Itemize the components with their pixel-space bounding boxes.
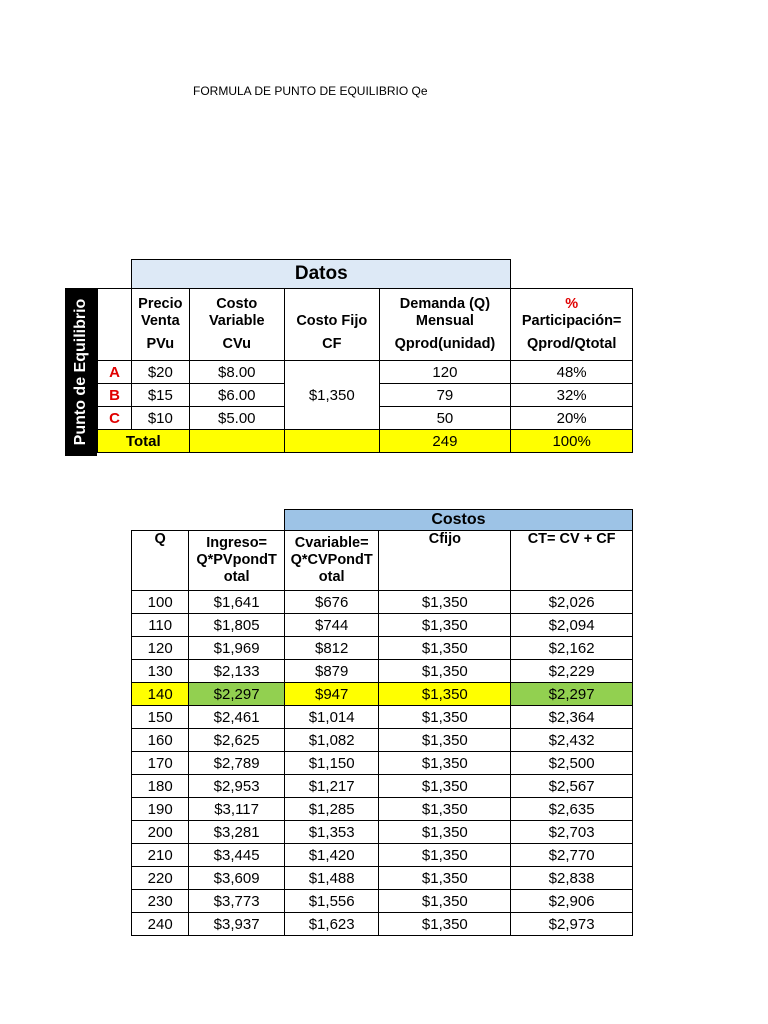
table-cell: 220 [132,867,189,890]
col-header-cfijo: Cfijo [379,531,511,591]
table-cell: $1,641 [189,591,285,614]
table-cell: $1,150 [284,752,379,775]
costos-table [131,509,633,936]
table-cell: 120 [132,637,189,660]
table-cell: 100 [132,591,189,614]
table-cell: 180 [132,775,189,798]
table-cell: $2,906 [511,890,633,913]
table-cell: $1,350 [379,660,511,683]
costos-header: Costos [284,510,632,531]
table-cell: 110 [132,614,189,637]
table-cell: 210 [132,844,189,867]
table-cell: $1,350 [379,798,511,821]
table-row [132,660,633,683]
table-cell: $1,350 [379,775,511,798]
table-row: A $20 $8.00 $1,350 120 48% [98,361,633,384]
table-cell: $2,133 [189,660,285,683]
total-row [98,430,633,453]
table-row [132,867,633,890]
table-cell: $1,350 [379,614,511,637]
table-cell: $2,703 [511,821,633,844]
table-cell: $1,350 [379,867,511,890]
page-title: FORMULA DE PUNTO DE EQUILIBRIO Qe [193,84,428,98]
table-cell: $2,770 [511,844,633,867]
table-row [132,614,633,637]
table-cell: $2,635 [511,798,633,821]
col-header-ingreso: Ingreso= Q*PVpondT otal [189,531,285,591]
datos-header: Datos [132,260,511,289]
col-header-q: Q [132,531,189,591]
table-cell: $1,350 [379,683,511,706]
table-cell: $3,773 [189,890,285,913]
table-cell: $3,445 [189,844,285,867]
table-row [132,637,633,660]
table-cell: $2,789 [189,752,285,775]
table-row [132,729,633,752]
table-cell: $2,432 [511,729,633,752]
table-cell: $2,026 [511,591,633,614]
table-row [132,844,633,867]
table-cell: $1,969 [189,637,285,660]
table-row [132,775,633,798]
table-row [132,706,633,729]
datos-table [97,259,633,453]
table-row [132,683,633,706]
table-cell: $744 [284,614,379,637]
table-row: C $10 $5.00 50 20% [98,407,633,430]
table-row [132,591,633,614]
table-cell: $3,609 [189,867,285,890]
table-row: B $15 $6.00 79 32% [98,384,633,407]
table-cell: $1,353 [284,821,379,844]
table-cell: $1,350 [379,729,511,752]
table-cell: $1,350 [379,844,511,867]
table-cell: $812 [284,637,379,660]
table-row [132,821,633,844]
table-cell: $1,350 [379,591,511,614]
table-cell: 190 [132,798,189,821]
total-q: 249 [379,430,511,453]
table-cell: $2,838 [511,867,633,890]
table-cell: $1,014 [284,706,379,729]
table-cell: $1,217 [284,775,379,798]
col-header-participacion: % Participación= Qprod/Qtotal [511,289,633,361]
table-cell: $2,973 [511,913,633,936]
table-cell: $2,094 [511,614,633,637]
table-cell: $3,937 [189,913,285,936]
table-row [132,913,633,936]
table-cell: 160 [132,729,189,752]
table-cell: $1,805 [189,614,285,637]
table-cell: $2,461 [189,706,285,729]
cf-value: $1,350 [285,361,380,430]
table-cell: $1,285 [284,798,379,821]
table-cell: $3,281 [189,821,285,844]
table-cell: $2,297 [511,683,633,706]
table-cell: $1,488 [284,867,379,890]
table-row [132,890,633,913]
table-row [132,752,633,775]
side-label-bar [65,288,97,456]
col-header-ct: CT= CV + CF [511,531,633,591]
table-cell: 130 [132,660,189,683]
table-cell: 240 [132,913,189,936]
table-cell: $947 [284,683,379,706]
table-cell: $1,350 [379,890,511,913]
table-cell: $2,953 [189,775,285,798]
table-cell: $1,350 [379,752,511,775]
table-cell: $676 [284,591,379,614]
total-label: Total [98,430,190,453]
table-cell: 150 [132,706,189,729]
table-cell: $1,420 [284,844,379,867]
table-cell: $879 [284,660,379,683]
table-cell: $1,350 [379,913,511,936]
total-pct: 100% [511,430,633,453]
table-cell: $1,350 [379,706,511,729]
table-cell: 200 [132,821,189,844]
col-header-pvu: Precio Venta PVu [132,289,189,361]
col-header-demanda: Demanda (Q) Mensual Qprod(unidad) [379,289,511,361]
table-cell: 230 [132,890,189,913]
table-cell: $1,350 [379,637,511,660]
table-cell: $2,229 [511,660,633,683]
col-header-cf: Costo Fijo CF [285,289,380,361]
table-cell: $2,364 [511,706,633,729]
col-header-cvariable: Cvariable= Q*CVPondT otal [284,531,379,591]
table-cell: $1,623 [284,913,379,936]
table-cell: $2,297 [189,683,285,706]
table-row [132,798,633,821]
table-cell: $2,500 [511,752,633,775]
table-cell: $1,082 [284,729,379,752]
table-cell: $2,625 [189,729,285,752]
table-cell: $1,556 [284,890,379,913]
side-label: Punto de Equilibrio [72,298,89,446]
table-cell: $2,162 [511,637,633,660]
table-cell: 140 [132,683,189,706]
table-cell: $2,567 [511,775,633,798]
table-cell: $3,117 [189,798,285,821]
col-header-cvu: Costo Variable CVu [189,289,285,361]
table-cell: 170 [132,752,189,775]
table-cell: $1,350 [379,821,511,844]
